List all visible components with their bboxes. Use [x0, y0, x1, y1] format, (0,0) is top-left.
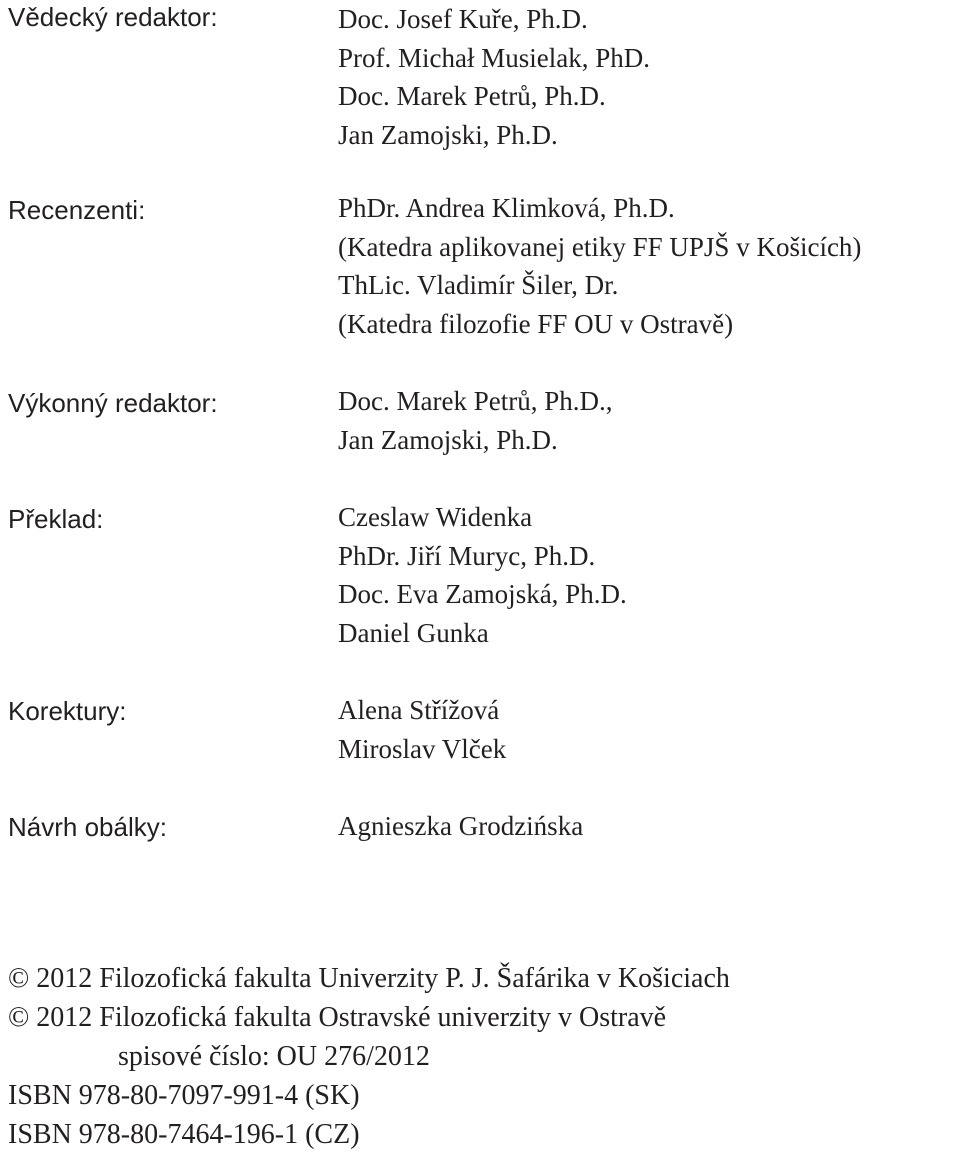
value-line: Alena Střížová — [338, 695, 500, 725]
reviewers-list — [338, 189, 861, 343]
isbn-sk: ISBN 978-80-7097-991-4 (SK) — [8, 1080, 360, 1111]
value-line: ThLic. Vladimír Šiler, Dr. — [338, 270, 619, 300]
label-reviewers: Recenzenti: — [8, 195, 146, 225]
executive-editor-list — [338, 382, 612, 459]
proofreading-list — [338, 691, 506, 768]
value-line: PhDr. Jiří Muryc, Ph.D. — [338, 540, 596, 571]
value-line: Doc. Eva Zamojská, Ph.D. — [338, 579, 627, 609]
value-line: (Katedra aplikovanej etiky FF UPJŠ v Košicích) — [338, 231, 862, 262]
copyright-kosice: © 2012 Filozofická fakulta Univerzity P. J. Šafárika v Košiciach — [8, 963, 730, 994]
registry-number: spisové číslo: OU 276/2012 — [118, 1041, 430, 1072]
label-scientific-editor: Vědecký redaktor: — [8, 2, 218, 32]
label-cover-design: Návrh obálky: — [8, 812, 167, 842]
label-proofreading: Korektury: — [8, 696, 127, 726]
isbn-cz: ISBN 978-80-7464-196-1 (CZ) — [8, 1119, 360, 1150]
value-line: Daniel Gunka — [338, 617, 489, 648]
value-line: (Katedra filozofie FF OU v Ostravě) — [338, 308, 734, 339]
cover-design-list — [338, 807, 583, 846]
label-executive-editor: Výkonný redaktor: — [8, 388, 218, 418]
value-line: Jan Zamojski, Ph.D. — [338, 119, 558, 150]
imprint-footer — [8, 959, 730, 1154]
value-line: Miroslav Vlček — [338, 733, 507, 764]
value-line: PhDr. Andrea Klimková, Ph.D. — [338, 193, 675, 223]
translation-list — [338, 498, 627, 652]
value-line: Prof. Michał Musielak, PhD. — [338, 42, 650, 73]
value-line: Jan Zamojski, Ph.D. — [338, 424, 558, 455]
scientific-editor-list — [338, 0, 650, 154]
value-line: Doc. Josef Kuře, Ph.D. — [338, 4, 588, 34]
value-line: Doc. Marek Petrů, Ph.D. — [338, 81, 606, 111]
value-line: Agnieszka Grodzińska — [338, 811, 584, 841]
label-translation: Překlad: — [8, 504, 104, 534]
value-line: Doc. Marek Petrů, Ph.D., — [338, 386, 613, 416]
value-line: Czeslaw Widenka — [338, 502, 533, 532]
copyright-ostrava: © 2012 Filozofická fakulta Ostravské univerzity v Ostravě — [8, 1002, 667, 1033]
